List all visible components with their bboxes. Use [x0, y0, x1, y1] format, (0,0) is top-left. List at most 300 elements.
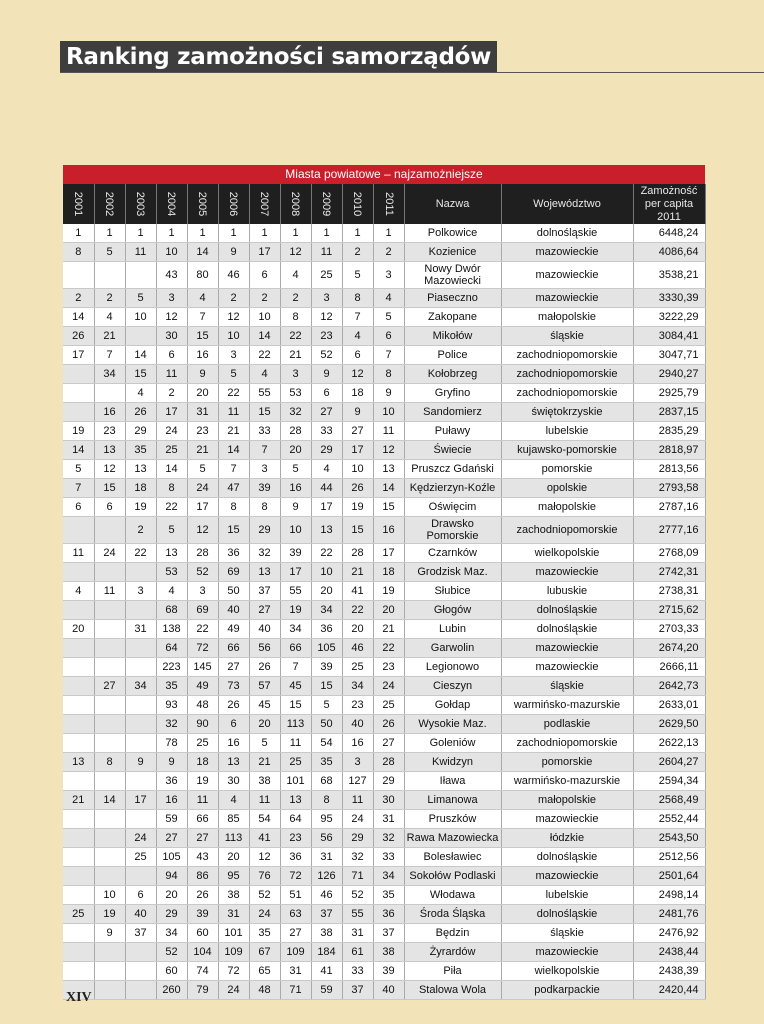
rank-cell: 14: [125, 346, 156, 365]
rank-cell: 20: [218, 848, 249, 867]
rank-cell: 14: [63, 308, 94, 327]
rank-cell: 11: [311, 243, 342, 262]
year-label: 2011: [382, 192, 395, 216]
table-row: [63, 422, 705, 441]
wealth-cell: 2420,44: [633, 981, 705, 1000]
voivodeship-cell: śląskie: [501, 677, 633, 696]
column-header-year: [125, 184, 156, 224]
rank-cell: 28: [280, 422, 311, 441]
rank-cell: 39: [280, 544, 311, 563]
rank-cell: 32: [373, 829, 404, 848]
rank-cell: 21: [187, 441, 218, 460]
rank-cell: 16: [156, 791, 187, 810]
rank-cell: 20: [187, 384, 218, 403]
column-header-wealth: Zamożność per capita 2011: [633, 184, 705, 224]
table-header-row: [63, 184, 705, 224]
rank-cell: 26: [218, 696, 249, 715]
rank-cell: 18: [125, 479, 156, 498]
rank-cell: 15: [187, 327, 218, 346]
city-name-cell: Pruszków: [404, 810, 501, 829]
rank-cell: 5: [218, 365, 249, 384]
rank-cell: 8: [249, 498, 280, 517]
rank-cell: 34: [311, 601, 342, 620]
table-row: [63, 224, 705, 243]
rank-cell: 5: [311, 696, 342, 715]
rank-cell: [125, 658, 156, 677]
rank-cell: 79: [187, 981, 218, 1000]
table-row: [63, 308, 705, 327]
rank-cell: 23: [342, 696, 373, 715]
rank-cell: 12: [280, 243, 311, 262]
rank-cell: 10: [125, 308, 156, 327]
rank-cell: 18: [342, 384, 373, 403]
rank-cell: 27: [280, 924, 311, 943]
rank-cell: 2: [63, 289, 94, 308]
rank-cell: 11: [280, 734, 311, 753]
rank-cell: 55: [280, 582, 311, 601]
rank-cell: 11: [94, 582, 125, 601]
rank-cell: 56: [249, 639, 280, 658]
rank-cell: 19: [63, 422, 94, 441]
rank-cell: 1: [94, 224, 125, 243]
rank-cell: 10: [218, 327, 249, 346]
rank-cell: 22: [249, 346, 280, 365]
city-name-cell: Sokołów Podlaski: [404, 867, 501, 886]
rank-cell: 26: [125, 403, 156, 422]
rank-cell: [94, 658, 125, 677]
rank-cell: 35: [125, 441, 156, 460]
rank-cell: 11: [249, 791, 280, 810]
voivodeship-cell: mazowieckie: [501, 243, 633, 262]
rank-cell: 13: [125, 460, 156, 479]
table-row: [63, 620, 705, 639]
voivodeship-cell: świętokrzyskie: [501, 403, 633, 422]
wealth-cell: 2793,58: [633, 479, 705, 498]
rank-cell: [125, 563, 156, 582]
rank-cell: 22: [342, 601, 373, 620]
table-row: [63, 867, 705, 886]
rank-cell: [94, 867, 125, 886]
rank-cell: 8: [311, 791, 342, 810]
city-name-cell: Kozienice: [404, 243, 501, 262]
rank-cell: [94, 696, 125, 715]
rank-cell: 29: [373, 772, 404, 791]
rank-cell: 4: [342, 327, 373, 346]
rank-cell: 223: [156, 658, 187, 677]
rank-cell: 71: [342, 867, 373, 886]
rank-cell: 35: [311, 753, 342, 772]
wealth-cell: 2594,34: [633, 772, 705, 791]
rank-cell: 16: [94, 403, 125, 422]
rank-cell: 29: [125, 422, 156, 441]
city-name-cell: Wysokie Maz.: [404, 715, 501, 734]
rank-cell: [94, 943, 125, 962]
table-row: [63, 658, 705, 677]
voivodeship-cell: warmińsko-mazurskie: [501, 696, 633, 715]
rank-cell: 11: [63, 544, 94, 563]
rank-cell: 1: [187, 224, 218, 243]
column-header-year: [187, 184, 218, 224]
rank-cell: 3: [373, 262, 404, 289]
city-name-cell: Środa Śląska: [404, 905, 501, 924]
rank-cell: 5: [249, 734, 280, 753]
rank-cell: 7: [94, 346, 125, 365]
column-header-year: [156, 184, 187, 224]
table-row: [63, 544, 705, 563]
rank-cell: 17: [187, 498, 218, 517]
wealth-cell: 2738,31: [633, 582, 705, 601]
rank-cell: 11: [156, 365, 187, 384]
rank-cell: 126: [311, 867, 342, 886]
rank-cell: 16: [342, 734, 373, 753]
rank-cell: 6: [125, 886, 156, 905]
rank-cell: 25: [280, 753, 311, 772]
rank-cell: 5: [342, 262, 373, 289]
voivodeship-cell: zachodniopomorskie: [501, 384, 633, 403]
rank-cell: 19: [280, 601, 311, 620]
rank-cell: 25: [311, 262, 342, 289]
rank-cell: 33: [373, 848, 404, 867]
rank-cell: 41: [311, 962, 342, 981]
rank-cell: 31: [373, 810, 404, 829]
rank-cell: 5: [125, 289, 156, 308]
column-header-year: [311, 184, 342, 224]
rank-cell: 37: [311, 905, 342, 924]
rank-cell: 11: [218, 403, 249, 422]
column-header-voivodeship: Województwo: [501, 184, 633, 224]
voivodeship-cell: lubelskie: [501, 886, 633, 905]
rank-cell: 28: [373, 753, 404, 772]
rank-cell: [63, 924, 94, 943]
table-row: [63, 810, 705, 829]
rank-cell: 49: [218, 620, 249, 639]
rank-cell: 69: [187, 601, 218, 620]
rank-cell: 4: [280, 262, 311, 289]
table-row: [63, 479, 705, 498]
wealth-cell: 2742,31: [633, 563, 705, 582]
rank-cell: [63, 601, 94, 620]
rank-cell: 93: [156, 696, 187, 715]
rank-cell: 59: [311, 981, 342, 1000]
rank-cell: 24: [373, 677, 404, 696]
rank-cell: 37: [373, 924, 404, 943]
voivodeship-cell: podlaskie: [501, 715, 633, 734]
rank-cell: 38: [218, 886, 249, 905]
rank-cell: 41: [249, 829, 280, 848]
rank-cell: 24: [94, 544, 125, 563]
rank-cell: 24: [218, 981, 249, 1000]
rank-cell: 14: [156, 460, 187, 479]
year-label: 2008: [289, 191, 302, 217]
rank-cell: 3: [218, 346, 249, 365]
table-row: [63, 563, 705, 582]
city-name-cell: Lubin: [404, 620, 501, 639]
table-row: [63, 639, 705, 658]
rank-cell: [94, 829, 125, 848]
ranking-table: [63, 184, 706, 1000]
rank-cell: 19: [373, 582, 404, 601]
table-row: [63, 677, 705, 696]
city-name-cell: Kwidzyn: [404, 753, 501, 772]
rank-cell: 13: [63, 753, 94, 772]
city-name-cell: Police: [404, 346, 501, 365]
rank-cell: 3: [342, 753, 373, 772]
year-label: 2009: [320, 191, 333, 217]
rank-cell: 10: [311, 563, 342, 582]
rank-cell: 6: [373, 327, 404, 346]
year-label: 2010: [351, 191, 364, 217]
rank-cell: [94, 620, 125, 639]
rank-cell: [125, 810, 156, 829]
rank-cell: 127: [342, 772, 373, 791]
rank-cell: [125, 601, 156, 620]
rank-cell: 52: [311, 346, 342, 365]
voivodeship-cell: dolnośląskie: [501, 905, 633, 924]
voivodeship-cell: małopolskie: [501, 791, 633, 810]
table-row: [63, 346, 705, 365]
rank-cell: 27: [373, 734, 404, 753]
rank-cell: 21: [342, 563, 373, 582]
rank-cell: [63, 715, 94, 734]
rank-cell: 145: [187, 658, 218, 677]
rank-cell: 7: [342, 308, 373, 327]
rank-cell: 3: [311, 289, 342, 308]
table-row: [63, 289, 705, 308]
table-row: [63, 460, 705, 479]
voivodeship-cell: opolskie: [501, 479, 633, 498]
city-name-cell: Grodzisk Maz.: [404, 563, 501, 582]
rank-cell: 27: [311, 403, 342, 422]
rank-cell: 94: [156, 867, 187, 886]
rank-cell: 25: [63, 905, 94, 924]
wealth-cell: 2543,50: [633, 829, 705, 848]
rank-cell: 24: [156, 422, 187, 441]
wealth-cell: 2925,79: [633, 384, 705, 403]
rank-cell: 24: [125, 829, 156, 848]
rank-cell: 24: [249, 905, 280, 924]
rank-cell: 15: [94, 479, 125, 498]
wealth-cell: 3222,29: [633, 308, 705, 327]
rank-cell: 17: [249, 243, 280, 262]
table-row: [63, 848, 705, 867]
wealth-cell: 2674,20: [633, 639, 705, 658]
rank-cell: [94, 810, 125, 829]
city-name-cell: Słubice: [404, 582, 501, 601]
rank-cell: 72: [218, 962, 249, 981]
rank-cell: 22: [187, 620, 218, 639]
rank-cell: 52: [156, 943, 187, 962]
city-name-cell: Pruszcz Gdański: [404, 460, 501, 479]
rank-cell: 52: [187, 563, 218, 582]
year-label: 2002: [103, 191, 116, 217]
rank-cell: 9: [125, 753, 156, 772]
rank-cell: 34: [125, 677, 156, 696]
rank-cell: 10: [156, 243, 187, 262]
rank-cell: 27: [187, 829, 218, 848]
rank-cell: 80: [187, 262, 218, 289]
rank-cell: 25: [125, 848, 156, 867]
rank-cell: 29: [342, 829, 373, 848]
rank-cell: 50: [218, 582, 249, 601]
rank-cell: 2: [94, 289, 125, 308]
rank-cell: 14: [63, 441, 94, 460]
wealth-cell: 2438,44: [633, 943, 705, 962]
rank-cell: 2: [218, 289, 249, 308]
city-name-cell: Piła: [404, 962, 501, 981]
year-label: 2001: [72, 191, 85, 217]
wealth-cell: 4086,64: [633, 243, 705, 262]
voivodeship-cell: warmińsko-mazurskie: [501, 772, 633, 791]
rank-cell: 50: [311, 715, 342, 734]
rank-cell: 23: [187, 422, 218, 441]
rank-cell: [125, 327, 156, 346]
rank-cell: [94, 772, 125, 791]
rank-cell: 34: [156, 924, 187, 943]
rank-cell: [125, 962, 156, 981]
rank-cell: 31: [218, 905, 249, 924]
rank-cell: 15: [249, 403, 280, 422]
rank-cell: 43: [187, 848, 218, 867]
rank-cell: 20: [342, 620, 373, 639]
rank-cell: 66: [280, 639, 311, 658]
rank-cell: 4: [373, 289, 404, 308]
rank-cell: 9: [342, 403, 373, 422]
rank-cell: 21: [63, 791, 94, 810]
rank-cell: 24: [342, 810, 373, 829]
rank-cell: 40: [249, 620, 280, 639]
rank-cell: 66: [218, 639, 249, 658]
rank-cell: 46: [218, 262, 249, 289]
wealth-cell: 3330,39: [633, 289, 705, 308]
rank-cell: 72: [187, 639, 218, 658]
rank-cell: 8: [94, 753, 125, 772]
rank-cell: 23: [94, 422, 125, 441]
wealth-cell: 2642,73: [633, 677, 705, 696]
rank-cell: 37: [342, 981, 373, 1000]
rank-cell: 54: [249, 810, 280, 829]
rank-cell: [63, 365, 94, 384]
wealth-cell: 2633,01: [633, 696, 705, 715]
city-name-cell: Sandomierz: [404, 403, 501, 422]
voivodeship-cell: dolnośląskie: [501, 620, 633, 639]
rank-cell: 4: [63, 582, 94, 601]
rank-cell: 1: [218, 224, 249, 243]
rank-cell: 15: [125, 365, 156, 384]
rank-cell: 4: [187, 289, 218, 308]
wealth-cell: 2501,64: [633, 867, 705, 886]
rank-cell: 19: [125, 498, 156, 517]
rank-cell: 7: [280, 658, 311, 677]
wealth-cell: 2818,97: [633, 441, 705, 460]
rank-cell: 4: [311, 460, 342, 479]
rank-cell: 1: [249, 224, 280, 243]
year-label: 2006: [227, 191, 240, 217]
rank-cell: 12: [311, 308, 342, 327]
rank-cell: [63, 563, 94, 582]
rank-cell: 2: [249, 289, 280, 308]
rank-cell: 33: [249, 422, 280, 441]
wealth-cell: 2604,27: [633, 753, 705, 772]
rank-cell: 34: [94, 365, 125, 384]
voivodeship-cell: mazowieckie: [501, 867, 633, 886]
voivodeship-cell: łódzkie: [501, 829, 633, 848]
rank-cell: 9: [187, 365, 218, 384]
rank-cell: 34: [280, 620, 311, 639]
wealth-cell: 2629,50: [633, 715, 705, 734]
rank-cell: 76: [249, 867, 280, 886]
city-name-cell: Limanowa: [404, 791, 501, 810]
rank-cell: 21: [280, 346, 311, 365]
year-label: 2005: [196, 191, 209, 217]
ranking-table-container: [63, 165, 705, 1000]
rank-cell: 11: [125, 243, 156, 262]
rank-cell: 16: [373, 517, 404, 544]
rank-cell: 105: [311, 639, 342, 658]
rank-cell: [125, 772, 156, 791]
rank-cell: 25: [342, 658, 373, 677]
rank-cell: 45: [249, 696, 280, 715]
rank-cell: 20: [249, 715, 280, 734]
rank-cell: 15: [280, 696, 311, 715]
rank-cell: 19: [94, 905, 125, 924]
rank-cell: 9: [311, 365, 342, 384]
voivodeship-cell: lubuskie: [501, 582, 633, 601]
rank-cell: 64: [280, 810, 311, 829]
rank-cell: 31: [280, 962, 311, 981]
city-name-cell: Rawa Mazowiecka: [404, 829, 501, 848]
rank-cell: 1: [342, 224, 373, 243]
rank-cell: [63, 677, 94, 696]
rank-cell: 29: [311, 441, 342, 460]
rank-cell: [63, 517, 94, 544]
table-row: [63, 403, 705, 422]
column-header-year: [218, 184, 249, 224]
rank-cell: 65: [249, 962, 280, 981]
rank-cell: 4: [218, 791, 249, 810]
rank-cell: [94, 563, 125, 582]
rank-cell: 47: [218, 479, 249, 498]
rank-cell: [125, 639, 156, 658]
rank-cell: 35: [373, 886, 404, 905]
rank-cell: 1: [63, 224, 94, 243]
rank-cell: 10: [249, 308, 280, 327]
wealth-cell: 2481,76: [633, 905, 705, 924]
rank-cell: 48: [249, 981, 280, 1000]
rank-cell: 32: [280, 403, 311, 422]
rank-cell: 34: [373, 867, 404, 886]
rank-cell: 8: [218, 498, 249, 517]
rank-cell: 31: [342, 924, 373, 943]
rank-cell: [94, 262, 125, 289]
rank-cell: [125, 867, 156, 886]
rank-cell: 25: [187, 734, 218, 753]
rank-cell: [63, 639, 94, 658]
city-name-cell: Czarnków: [404, 544, 501, 563]
rank-cell: 12: [342, 365, 373, 384]
rank-cell: 23: [311, 327, 342, 346]
rank-cell: 17: [125, 791, 156, 810]
rank-cell: 8: [63, 243, 94, 262]
rank-cell: [63, 829, 94, 848]
table-row: [63, 734, 705, 753]
rank-cell: 45: [280, 677, 311, 696]
city-name-cell: Stalowa Wola: [404, 981, 501, 1000]
rank-cell: 15: [311, 677, 342, 696]
rank-cell: 32: [249, 544, 280, 563]
table-row: [63, 696, 705, 715]
rank-cell: [63, 886, 94, 905]
rank-cell: 67: [249, 943, 280, 962]
